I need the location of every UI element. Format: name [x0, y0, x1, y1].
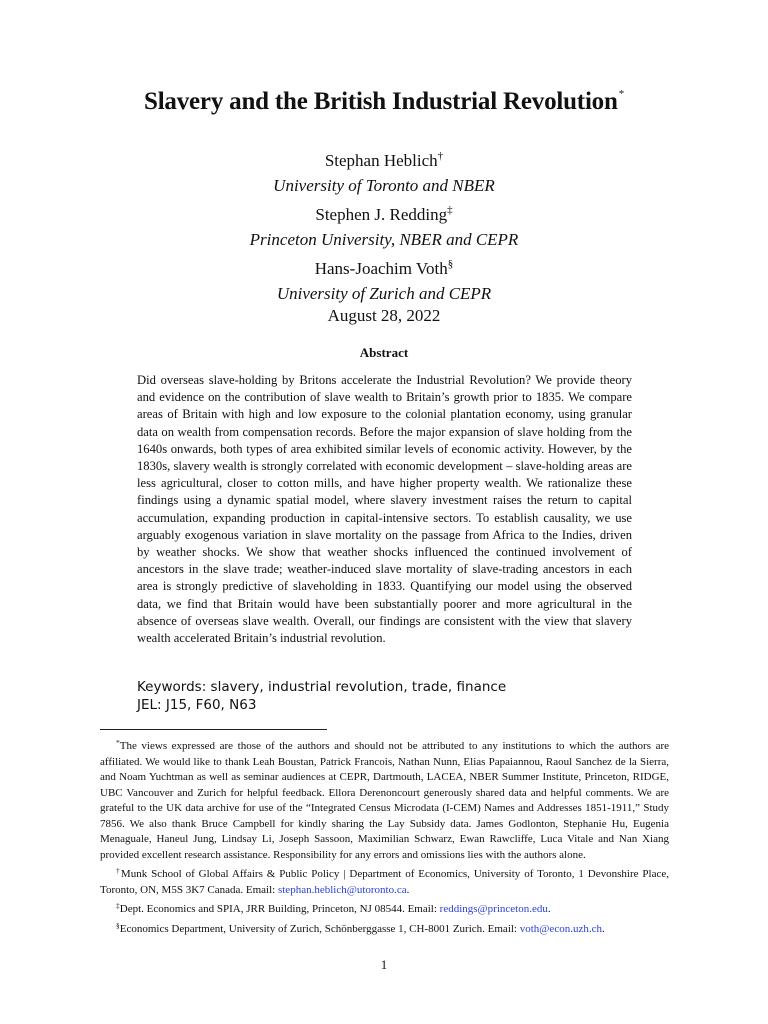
footnote-acknowledgements: *The views expressed are those of the authors and should not be attributed to any institutions to which the authors are affiliated. We would like to thank Leah Boustan, Patrick Francois, Nathan Nunn, Elias Papaiannou, Raoul Sanchez de la Sierra, and Noam Yuchtman as well as seminar audiences at CEPR, Dartmouth, LACEA, NBER Summer Institute, Princeton, RIDGE, UBC Vancouver and Zurich for helpful feedback. Ellora Derenoncourt generously shared data and helpful comments. We are grateful to the UK data archive for use of the “Integrated Census Microdata (I-CEM) Names and Addresses 1851-1911,” Study 7856. We also thank Bruce Campbell for kindly sharing the Lay Subsidy data. James Godlonton, Stephanie Hu, Eugenia Menaguale, Haneul Jung, Lindsay Li, Joseph Sassoon, Maximilian Schwarz, Ewan Rawcliffe, Luca Vitale and Nan Xiang provided excellent research assistance. Responsibility for any errors and omissions lies with the authors alone. — [100, 738, 669, 861]
author-name: Stephen J. Redding‡ — [315, 204, 453, 224]
keywords-line: Keywords: slavery, industrial revolution, trade, finance — [137, 679, 507, 695]
footnote-redding: ‡Dept. Economics and SPIA, JRR Building, Princeton, NJ 08544. Email: reddings@princeton.edu. — [116, 901, 551, 915]
title-text: Slavery and the British Industrial Revolution — [143, 88, 618, 115]
author-affiliation: University of Toronto and NBER — [273, 176, 495, 195]
abstract-text: Did overseas slave-holding by Britons accelerate the Industrial Revolution? We provide theory and evidence on the contribution of slave wealth to Britain’s growth prior to 1835. We compare areas of Britain with high and low exposure to the colonial plantation economy, using granular data on wealth from compensation records. Before the major expansion of slave holding from the 1640s onwards, both types of area exhibited similar levels of economic activity. However, by the 1830s, slavery wealth is strongly correlated with economic development – slave-holding areas are less agricultural, closer to cotton mills, and have higher property wealth. We rationalize these findings using a dynamic spatial model, where slavery investment raises the return to capital accumulation, expanding production in capital-intensive sectors. To establish causality, we use arguably exogenous variation in slave mortality on the passage from Africa to the Indies, driven by weather shocks. We show that weather shocks influenced the continued involvement of ancestors in the slave trade; weather-induced slave mortality of slave-trading ancestors in each area is strongly predictive of slaveholding in 1833. Quantifying our model using the observed data, we find that Britain would have been substantially poorer and more agricultural in the absence of overseas slave wealth. Overall, our findings are consistent with the view that slavery wealth accelerated Britain’s industrial revolution. — [137, 373, 632, 646]
author-footnote-mark[interactable]: † — [437, 150, 444, 162]
jel-codes-line: JEL: J15, F60, N63 — [137, 696, 257, 713]
footnote-rule — [100, 729, 327, 730]
author-name: Hans-Joachim Voth§ — [314, 258, 454, 278]
author-affiliation: University of Zurich and CEPR — [276, 284, 492, 303]
footnote-mark: † — [116, 866, 121, 875]
footnote-heblich: †Munk School of Global Affairs & Public Policy | Department of Economics, University of Toronto, 1 Devonshire Place, Toronto, ON, M5S 3K7 Canada. Email: stephan.heblich@utoronto.ca. — [100, 866, 669, 896]
author-footnote-mark[interactable]: ‡ — [447, 204, 453, 216]
abstract-heading: Abstract — [359, 345, 409, 360]
footnote-mark: ‡ — [116, 901, 120, 910]
keywords-block — [137, 679, 632, 714]
page-number: 1 — [380, 957, 388, 972]
author-voth — [0, 252, 768, 306]
email-link[interactable]: stephan.heblich@utoronto.ca — [277, 883, 407, 896]
author-affiliation: Princeton University, NBER and CEPR — [249, 230, 519, 249]
author-footnote-mark[interactable]: § — [447, 258, 454, 270]
footnotes — [100, 735, 669, 937]
footnote-mark: * — [116, 738, 120, 747]
footnote-voth: §Economics Department, University of Zurich, Schönberggasse 1, CH-8001 Zurich. Email: voth@econ.uzh.ch. — [116, 920, 605, 935]
paper-date: August 28, 2022 — [327, 306, 441, 325]
email-link[interactable]: voth@econ.uzh.ch — [519, 922, 602, 935]
footnote-mark: § — [116, 920, 120, 930]
paper-title — [0, 88, 768, 116]
author-name: Stephan Heblich† — [324, 150, 444, 170]
author-list — [0, 144, 768, 306]
email-link[interactable]: reddings@princeton.edu — [439, 903, 548, 915]
title-footnote-mark[interactable]: * — [618, 88, 624, 100]
author-redding — [0, 198, 768, 252]
author-heblich — [0, 144, 768, 198]
